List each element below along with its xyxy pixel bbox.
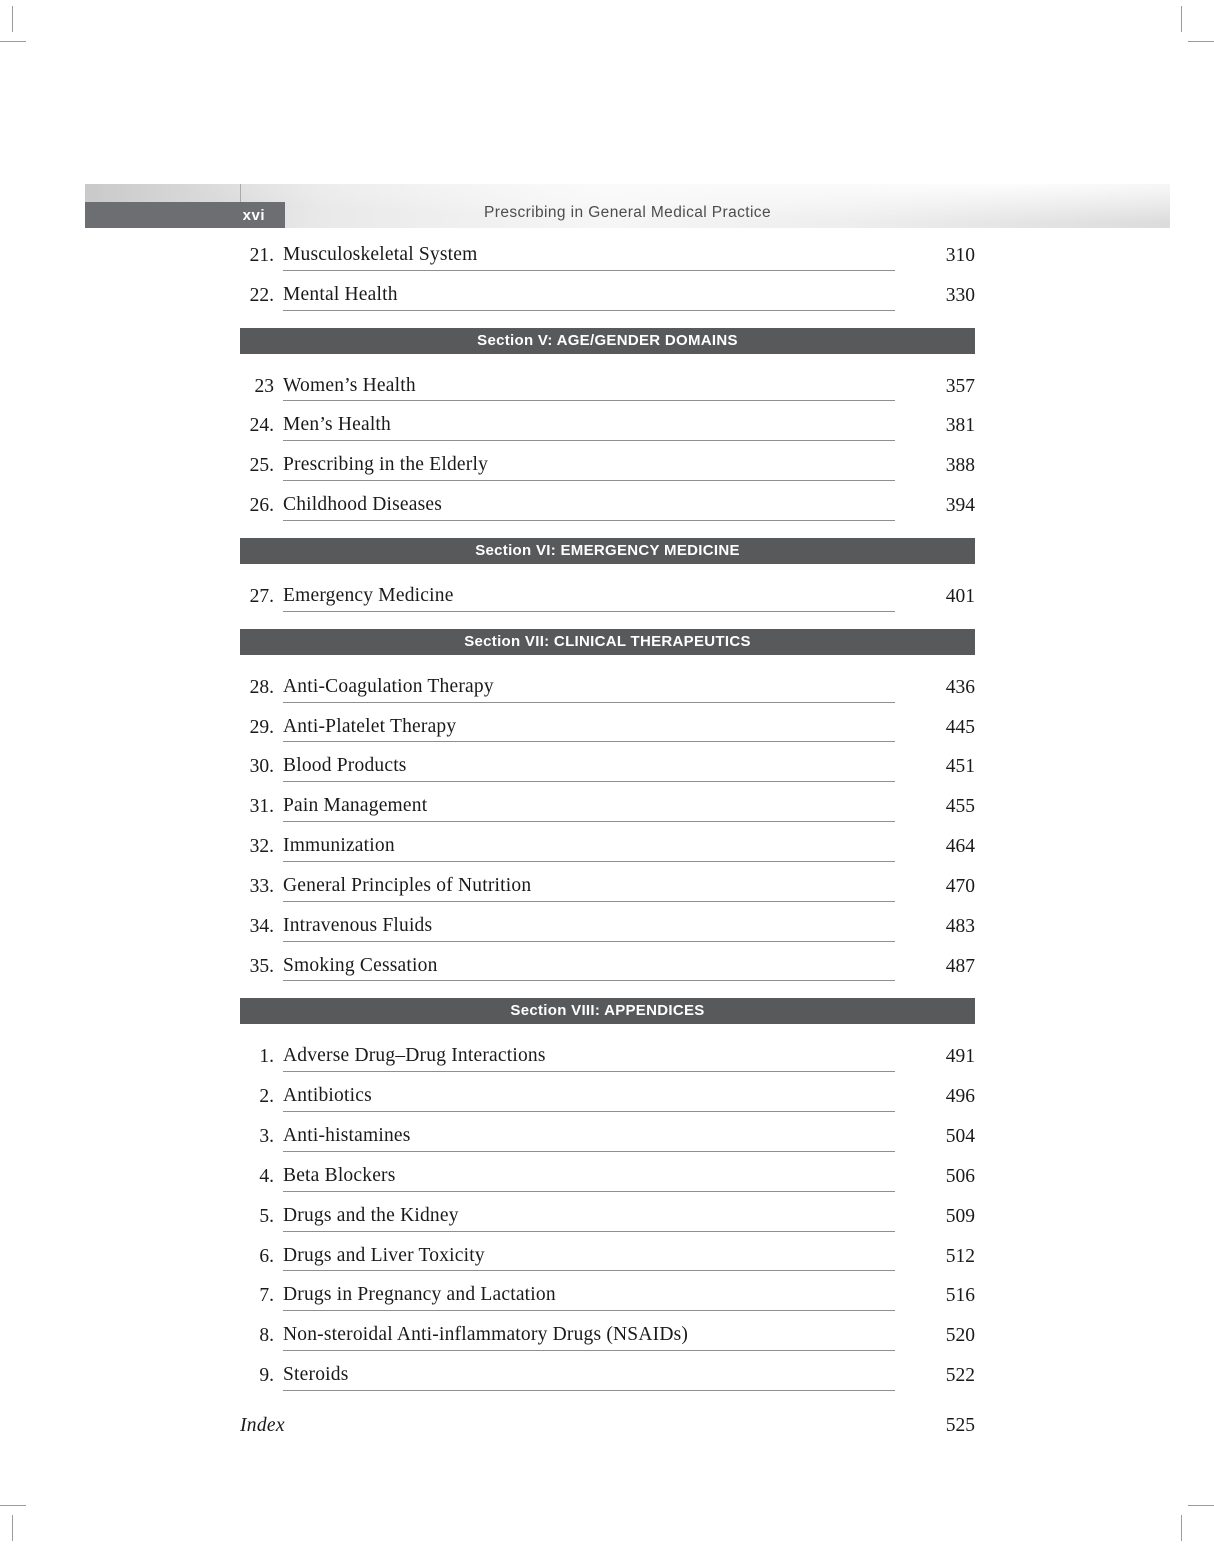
section-header-bar: Section VI: EMERGENCY MEDICINE: [240, 538, 975, 564]
entry-page-number: 394: [945, 495, 975, 517]
toc-entry-row: [240, 454, 975, 481]
toc-entry-row: [240, 875, 975, 902]
entry-title: Men’s Health: [283, 414, 895, 441]
crop-mark-bottom-left-h: [0, 1505, 26, 1506]
toc-entry-row: [240, 1045, 975, 1072]
toc-entry-row: [240, 1205, 975, 1232]
entry-number: 35.: [249, 955, 274, 977]
entry-number: 34.: [249, 915, 274, 937]
entry-page-number: 522: [945, 1365, 975, 1387]
entry-page-number: 455: [945, 796, 975, 818]
entry-number: 32.: [249, 836, 274, 858]
entry-number: 27.: [249, 585, 274, 607]
entry-page-number: 496: [945, 1086, 975, 1108]
crop-mark-top-right-h: [1188, 41, 1214, 42]
entry-title: Antibiotics: [283, 1085, 895, 1112]
entry-page-number: 487: [945, 955, 975, 977]
entry-number: 1.: [259, 1046, 274, 1068]
entry-number: 25.: [249, 455, 274, 477]
toc-entry-row: [240, 244, 975, 271]
entry-page-number: 381: [945, 415, 975, 437]
table-of-contents: [240, 244, 975, 1437]
entry-title: Adverse Drug–Drug Interactions: [283, 1045, 895, 1072]
section-header-bar: Section VII: CLINICAL THERAPEUTICS: [240, 629, 975, 655]
entry-number: 23: [254, 375, 274, 397]
entry-title: Beta Blockers: [283, 1165, 895, 1192]
crop-mark-top-left-v: [12, 6, 13, 32]
entry-number: 4.: [259, 1165, 274, 1187]
toc-entry-row: [240, 915, 975, 942]
entry-page-number: 310: [945, 245, 975, 266]
entry-title: Women’s Health: [283, 375, 895, 402]
entry-number: 29.: [249, 716, 274, 738]
entry-title: Musculoskeletal System: [283, 244, 895, 271]
entry-number: 9.: [259, 1365, 274, 1387]
entry-title: Anti-histamines: [283, 1125, 895, 1152]
toc-entry-row: [240, 1284, 975, 1311]
toc-entry-row: [240, 1085, 975, 1112]
crop-mark-bottom-right-h: [1188, 1505, 1214, 1506]
entry-title: Blood Products: [283, 755, 895, 782]
entry-page-number: 464: [945, 836, 975, 858]
entry-number: 8.: [259, 1325, 274, 1347]
entry-page-number: 436: [945, 676, 975, 698]
entry-page-number: 509: [945, 1205, 975, 1227]
toc-entry-row: [240, 716, 975, 743]
entry-number: 5.: [259, 1205, 274, 1227]
toc-entry-row: [240, 1324, 975, 1351]
toc-entry-row: [240, 1245, 975, 1272]
entry-title: General Principles of Nutrition: [283, 875, 895, 902]
section-header-bar: Section V: AGE/GENDER DOMAINS: [240, 328, 975, 354]
entry-page-number: 388: [945, 455, 975, 477]
entry-number: 28.: [249, 676, 274, 698]
entry-page-number: 491: [945, 1046, 975, 1068]
entry-page-number: 451: [945, 756, 975, 778]
toc-entry-row: [240, 795, 975, 822]
crop-mark-bottom-right-v: [1181, 1515, 1182, 1541]
entry-title: Intravenous Fluids: [283, 915, 895, 942]
entry-title: Emergency Medicine: [283, 585, 895, 612]
entry-title: Prescribing in the Elderly: [283, 454, 895, 481]
toc-list: [240, 244, 975, 1391]
entry-title: Drugs and Liver Toxicity: [283, 1245, 895, 1272]
crop-mark-top-left-h: [0, 41, 26, 42]
entry-number: 3.: [259, 1126, 274, 1148]
running-head-title: Prescribing in General Medical Practice: [484, 204, 771, 221]
entry-number: 21.: [249, 245, 274, 266]
entry-page-number: 330: [945, 284, 975, 306]
entry-page-number: 483: [945, 915, 975, 937]
toc-entry-row: [240, 835, 975, 862]
entry-title: Steroids: [283, 1364, 895, 1391]
page-folio: xvi: [242, 206, 265, 224]
entry-title: Non-steroidal Anti-inflammatory Drugs (NSAIDs): [283, 1324, 895, 1351]
entry-number: 26.: [249, 495, 274, 517]
toc-entry-row: [240, 494, 975, 521]
toc-entry-row: [240, 375, 975, 402]
entry-page-number: 357: [945, 375, 975, 397]
index-row: [240, 1415, 975, 1437]
index-label: Index: [240, 1414, 285, 1436]
entry-page-number: 520: [945, 1325, 975, 1347]
section-header-bar: Section VIII: APPENDICES: [240, 998, 975, 1024]
entry-page-number: 516: [945, 1285, 975, 1307]
entry-number: 6.: [259, 1245, 274, 1267]
entry-title: Anti-Platelet Therapy: [283, 716, 895, 743]
entry-page-number: 401: [945, 585, 975, 607]
entry-page-number: 506: [945, 1165, 975, 1187]
toc-entry-row: [240, 1125, 975, 1152]
toc-entry-row: [240, 1364, 975, 1391]
entry-title: Immunization: [283, 835, 895, 862]
toc-entry-row: [240, 955, 975, 982]
entry-title: Childhood Diseases: [283, 494, 895, 521]
entry-page-number: 470: [945, 875, 975, 897]
toc-entry-row: [240, 284, 975, 311]
entry-number: 30.: [249, 756, 274, 778]
index-page-number: 525: [945, 1414, 975, 1436]
crop-mark-top-right-v: [1181, 6, 1182, 32]
toc-entry-row: [240, 676, 975, 703]
entry-title: Mental Health: [283, 284, 895, 311]
entry-page-number: 504: [945, 1126, 975, 1148]
folio-tab: [85, 202, 285, 228]
entry-number: 33.: [249, 875, 274, 897]
entry-title: Anti-Coagulation Therapy: [283, 676, 895, 703]
entry-number: 7.: [259, 1285, 274, 1307]
entry-title: Smoking Cessation: [283, 955, 895, 982]
entry-number: 22.: [249, 284, 274, 306]
toc-entry-row: [240, 1165, 975, 1192]
entry-number: 24.: [249, 415, 274, 437]
entry-title: Drugs and the Kidney: [283, 1205, 895, 1232]
toc-entry-row: [240, 755, 975, 782]
crop-mark-bottom-left-v: [12, 1515, 13, 1541]
entry-number: 31.: [249, 796, 274, 818]
entry-number: 2.: [259, 1086, 274, 1108]
entry-page-number: 512: [945, 1245, 975, 1267]
entry-title: Drugs in Pregnancy and Lactation: [283, 1284, 895, 1311]
toc-entry-row: [240, 585, 975, 612]
entry-title: Pain Management: [283, 795, 895, 822]
entry-page-number: 445: [945, 716, 975, 738]
toc-entry-row: [240, 414, 975, 441]
running-header-band: [85, 184, 1170, 228]
